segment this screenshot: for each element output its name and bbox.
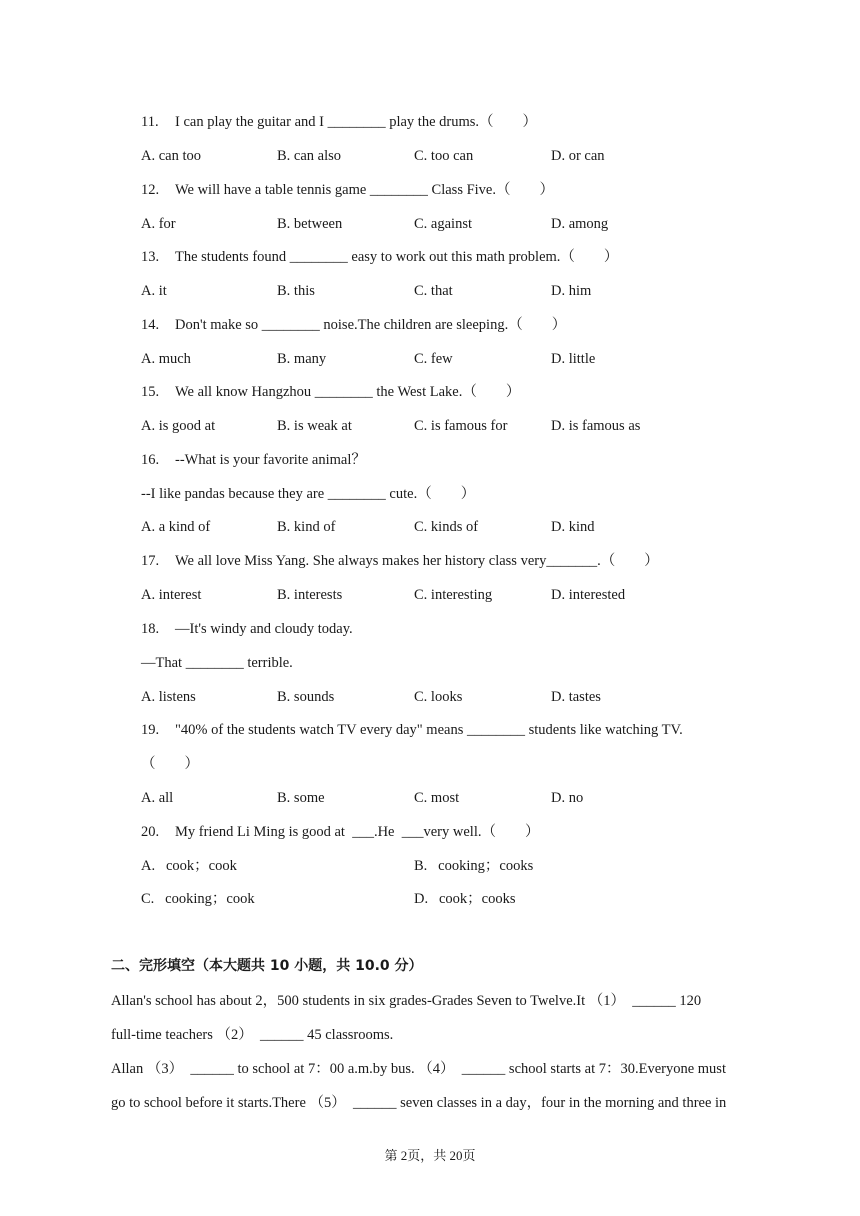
option-b[interactable]: B. many bbox=[277, 351, 327, 367]
option-c[interactable]: C. interesting bbox=[414, 587, 493, 603]
option-b[interactable]: B. can also bbox=[277, 148, 342, 164]
passage-line: full-time teachers （2） ______ 45 classrooms. bbox=[111, 1027, 394, 1043]
page-footer: 第 2页，共 20页 bbox=[384, 1148, 476, 1163]
option-d[interactable]: D. among bbox=[551, 216, 609, 232]
option-d[interactable]: D. cook；cooks bbox=[414, 891, 516, 907]
question-18: 18. —It's windy and cloudy today. bbox=[141, 621, 353, 637]
question-18-line-2: —That ________ terrible. bbox=[141, 655, 293, 671]
option-a[interactable]: A. all bbox=[141, 790, 174, 806]
option-c[interactable]: C. too can bbox=[414, 148, 474, 164]
option-d[interactable]: D. tastes bbox=[551, 689, 601, 705]
question-13: 13. The students found ________ easy to work out this math problem.（ ） bbox=[141, 249, 619, 265]
option-a[interactable]: A. it bbox=[141, 283, 167, 299]
option-d[interactable]: D. or can bbox=[551, 148, 605, 164]
question-20: 20. My friend Li Ming is good at ___.He ___very well.（ ） bbox=[141, 824, 540, 840]
question-14: 14. Don't make so ________ noise.The children are sleeping.（ ） bbox=[141, 317, 567, 333]
passage-line: Allan （3） ______ to school at 7：00 a.m.by bus. （4） ______ school starts at 7：30.Everyone must bbox=[111, 1061, 726, 1077]
option-b[interactable]: B. this bbox=[277, 283, 315, 299]
option-c[interactable]: C. cooking；cook bbox=[141, 891, 255, 907]
option-b[interactable]: B. between bbox=[277, 216, 343, 232]
option-d[interactable]: D. him bbox=[551, 283, 592, 299]
option-b[interactable]: B. some bbox=[277, 790, 325, 806]
passage-line: go to school before it starts.There （5） ______ seven classes in a day，four in the morning and three in bbox=[111, 1095, 727, 1111]
option-d[interactable]: D. is famous as bbox=[551, 418, 641, 434]
option-b[interactable]: B. sounds bbox=[277, 689, 335, 705]
option-a[interactable]: A. for bbox=[141, 216, 176, 232]
question-11: 11. I can play the guitar and I ________ play the drums.（ ） bbox=[141, 114, 538, 130]
option-b[interactable]: B. is weak at bbox=[277, 418, 352, 434]
option-d[interactable]: D. kind bbox=[551, 519, 595, 535]
option-a[interactable]: A. is good at bbox=[141, 418, 216, 434]
option-a[interactable]: A. can too bbox=[141, 148, 201, 164]
option-d[interactable]: D. no bbox=[551, 790, 584, 806]
option-c[interactable]: C. that bbox=[414, 283, 453, 299]
question-15: 15. We all know Hangzhou ________ the West Lake.（ ） bbox=[141, 384, 521, 400]
option-a[interactable]: A. much bbox=[141, 351, 191, 367]
option-c[interactable]: C. against bbox=[414, 216, 472, 232]
option-a[interactable]: A. a kind of bbox=[141, 519, 211, 535]
option-d[interactable]: D. interested bbox=[551, 587, 626, 603]
section-title: 二、完形填空（本大题共 10 小题，共 10.0 分） bbox=[111, 958, 423, 974]
passage-line: Allan's school has about 2，500 students in six grades-Grades Seven to Twelve.It （1） ______ 120 bbox=[111, 993, 702, 1009]
option-b[interactable]: B. kind of bbox=[277, 519, 336, 535]
question-16: 16. --What is your favorite animal？ bbox=[141, 452, 366, 468]
question-19-line-2: （ ） bbox=[141, 756, 199, 772]
option-c[interactable]: C. kinds of bbox=[414, 519, 479, 535]
question-16-line-2: --I like pandas because they are ________ cute.（ ） bbox=[141, 486, 476, 502]
option-c[interactable]: C. few bbox=[414, 351, 453, 367]
option-a[interactable]: A. interest bbox=[141, 587, 202, 603]
question-12: 12. We will have a table tennis game ________ Class Five.（ ） bbox=[141, 182, 554, 198]
option-c[interactable]: C. most bbox=[414, 790, 460, 806]
option-a[interactable]: A. listens bbox=[141, 689, 196, 705]
option-b[interactable]: B. interests bbox=[277, 587, 343, 603]
option-c[interactable]: C. is famous for bbox=[414, 418, 508, 434]
question-19: 19. "40% of the students watch TV every day" means ________ students like watching TV. bbox=[141, 722, 683, 738]
option-b[interactable]: B. cooking；cooks bbox=[414, 858, 534, 874]
option-a[interactable]: A. cook；cook bbox=[141, 858, 237, 874]
question-17: 17. We all love Miss Yang. She always makes her history class very_______.（ ） bbox=[141, 553, 659, 569]
option-d[interactable]: D. little bbox=[551, 351, 596, 367]
option-c[interactable]: C. looks bbox=[414, 689, 463, 705]
